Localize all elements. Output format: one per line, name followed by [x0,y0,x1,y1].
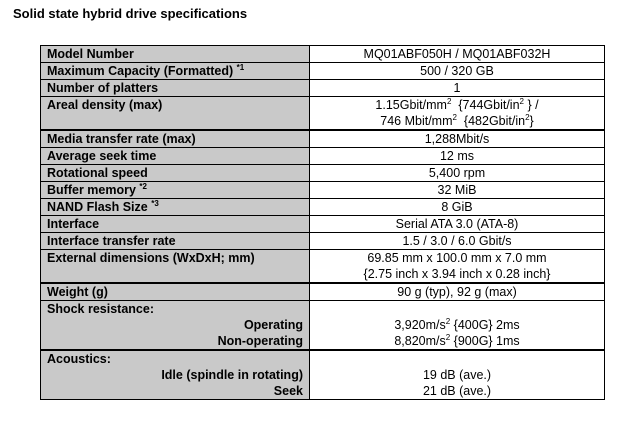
table-row [41,216,605,233]
row-label: Media transfer rate (max) [41,130,310,148]
row-value: $3,920m/s^2$ {400G} 2ms $8,820m/s^2$ {900G} 1ms [310,301,605,351]
table-row [41,350,605,400]
dims-mm: 69.85 mm x 100.0 mm x 7.0 mm [367,251,547,265]
row-label: Interface [41,216,310,233]
row-value: 1,288Mbit/s [310,130,605,148]
row-label [41,182,310,199]
row-label: Interface transfer rate [41,233,310,250]
row-value: 90 g (typ), 92 g (max) [310,283,605,301]
table-row [41,80,605,97]
row-value: 12 ms [310,148,605,165]
buffer-label: Buffer memory [47,183,136,197]
row-value: 1.5 / 3.0 / 6.0 Gbit/s [310,233,605,250]
row-label [41,301,310,351]
table-row [41,301,605,351]
table-row [41,165,605,182]
row-label: Model Number [41,46,310,63]
footnote-mark: *1 [236,62,245,72]
table-row [41,182,605,199]
row-label [41,199,310,216]
table-row [41,233,605,250]
row-label: Number of platters [41,80,310,97]
acoustics-seek-label: Seek [273,384,303,398]
row-label: Weight (g) [41,283,310,301]
row-value: 5,400 rpm [310,165,605,182]
table-row [41,250,605,284]
table-row [41,130,605,148]
acoustics-idle-label: Idle (spindle in rotating) [161,368,303,382]
footnote-mark: *3 [151,198,159,208]
shock-nonoperating-label: Non-operating [217,334,303,348]
acoustics-label: Acoustics: [47,352,111,366]
row-label: Rotational speed [41,165,310,182]
row-label: Areal density (max) [41,97,310,131]
footnote-mark: *2 [139,181,147,191]
row-label [41,350,310,400]
table-row [41,46,605,63]
row-value: 1 [310,80,605,97]
row-value [310,350,605,400]
row-value: Serial ATA 3.0 (ATA-8) [310,216,605,233]
acoustics-idle-value: 19 dB (ave.) [422,368,492,382]
table-row [41,148,605,165]
table-row [41,199,605,216]
capacity-label: Maximum Capacity (Formatted) [47,64,234,78]
row-value: $1.15Gbit/mm^2$ {$744Gbit/in^2$ } / 746 Mbit/$mm^2$ $\{482Gbit/in^2\}$ [310,97,605,131]
row-value: 8 GiB [310,199,605,216]
row-value: MQ01ABF050H / MQ01ABF032H [310,46,605,63]
page-title: Solid state hybrid drive specifications [13,6,248,21]
shock-operating-label: Operating [243,318,303,332]
table-row [41,283,605,301]
table-row [41,63,605,80]
shock-label: Shock resistance: [47,302,154,316]
row-value: 500 / 320 GB [310,63,605,80]
acoustics-seek-value: 21 dB (ave.) [422,384,492,398]
row-value: 32 MiB [310,182,605,199]
dims-inch: {2.75 inch x 3.94 inch x 0.28 inch} [363,267,551,281]
row-label [41,63,310,80]
row-label: Average seek time [41,148,310,165]
row-value [310,250,605,284]
row-label: External dimensions (WxDxH; mm) [41,250,310,284]
spec-table [40,45,605,400]
nand-label: NAND Flash Size [47,200,148,214]
table-row [41,97,605,131]
